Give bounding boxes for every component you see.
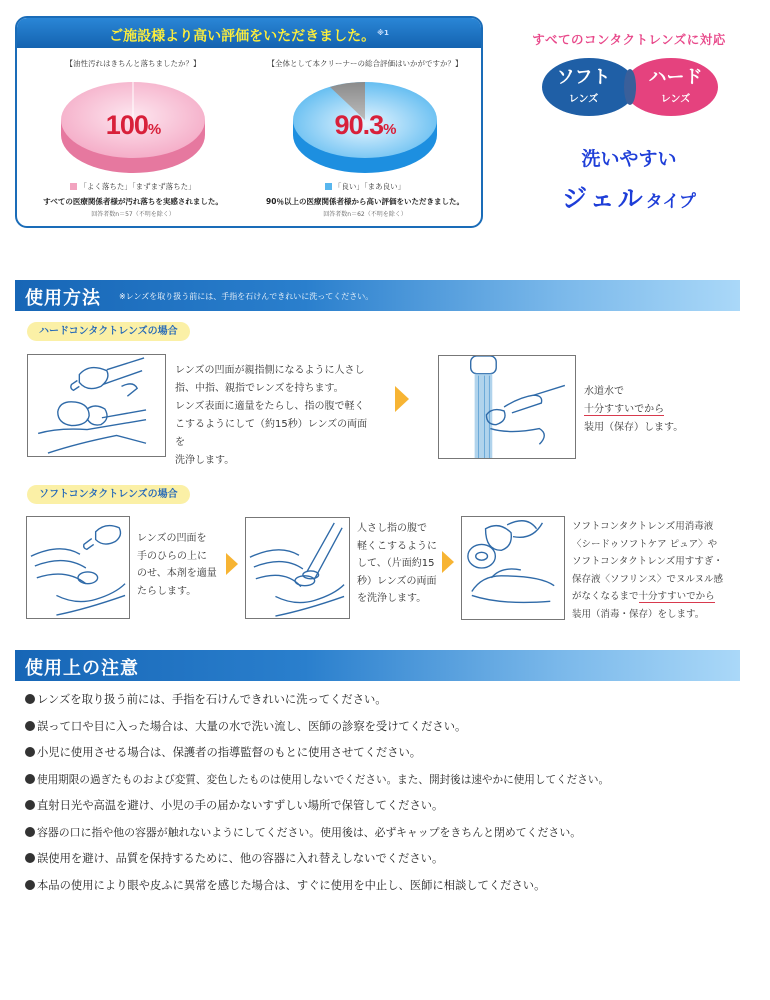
finger-rub-icon: [246, 518, 349, 618]
survey-title: ご施設様より高い評価をいただきました。: [109, 28, 376, 45]
easy-wash-tagline: 洗いやすい: [581, 148, 677, 170]
chart-legend: 「よく落ちた」「まずまず落ちた」: [17, 181, 249, 192]
soft-step1-text: レンズの凹面を 手のひらの上に のせ、本剤を適量 たらします。: [137, 533, 217, 597]
badge-overlap: [624, 69, 636, 105]
precaution-item: 誤って口や目に入った場合は、大量の水で洗い流し、医師の診察を受けてください。: [25, 717, 745, 744]
pie-chart-90: [290, 75, 440, 175]
bullet-icon: [25, 747, 35, 757]
soft-lens-label: ソフトコンタクトレンズの場合: [27, 485, 190, 504]
percent-label: 100%: [105, 110, 161, 140]
palm-bottle-icon: [27, 517, 129, 618]
soft-step3-text: ソフトコンタクトレンズ用消毒液 〈シードゥソフトケア ピュア〉や ソフトコンタクトレンズ用すすぎ・ 保存液〈ソフリンス〉でヌルヌル感 がなくなるまで十分すすいでから 装用（消毒・保存）をします。: [572, 521, 723, 620]
survey-panel: [15, 16, 483, 228]
pie-chart-100: [58, 75, 208, 175]
bullet-icon: [25, 827, 35, 837]
precaution-item: 容器の口に指や他の容器が触れないようにしてください。使用後は、必ずキャップをきちんと閉めてください。: [25, 823, 745, 850]
gel-type-tagline: ジェルタイプ: [562, 184, 696, 213]
chart-legend: 「良い」「まあ良い」: [249, 181, 481, 192]
hard-step1-illustration: [27, 354, 166, 457]
survey-chart-overall: [249, 48, 481, 228]
hard-step2-text: 水道水で 十分すすいでから 装用（保存）します。: [584, 386, 684, 433]
soft-lens-badge: ソフト レンズ: [542, 58, 636, 116]
hands-bottle-icon: [28, 355, 165, 456]
hard-step2-illustration: [438, 355, 576, 459]
bullet-icon: [25, 694, 35, 704]
precaution-item: 小児に使用させる場合は、保護者の指導監督のもとに使用させてください。: [25, 743, 745, 770]
bullet-icon: [25, 800, 35, 810]
percent-label: 90.3%: [334, 110, 396, 140]
precaution-item: レンズを取り扱う前には、手指を石けんできれいに洗ってください。: [25, 690, 745, 717]
footnote-marker: ※1: [377, 29, 389, 37]
usage-subtitle: ※レンズを取り扱う前には、手指を石けんできれいに洗ってください。: [119, 292, 374, 301]
next-arrow-icon: [395, 386, 409, 412]
chart-question: 【油性汚れはきちんと落ちましたか？】: [65, 59, 201, 68]
survey-chart-cleaning: [17, 48, 249, 228]
bullet-icon: [25, 774, 35, 784]
bullet-icon: [25, 880, 35, 890]
chart-question: 【全体として本クリーナーの総合評価はいかがですか？】: [267, 59, 463, 68]
precautions-section-header: [15, 650, 740, 681]
precautions-list: [25, 690, 745, 902]
bullet-icon: [25, 853, 35, 863]
faucet-rinse-icon: [439, 356, 575, 458]
legend-swatch-pink: [70, 183, 77, 190]
bullet-icon: [25, 721, 35, 731]
soft-step1-illustration: [26, 516, 130, 619]
precautions-title: 使用上の注意: [25, 658, 139, 679]
respondent-count: 回答者数n＝62（不明を除く）: [323, 211, 407, 218]
precaution-item: 本品の使用により眼や皮ふに異常を感じた場合は、すぐに使用を中止し、医師に相談してください。: [25, 876, 745, 903]
hard-lens-badge: ハード レンズ: [624, 58, 718, 116]
chart-summary: 90％以上の医療関係者様から高い評価をいただきました。: [266, 197, 464, 206]
precaution-item: 使用期限の過ぎたものおよび変質、変色したものは使用しないでください。また、開封後は速やかに使用してください。: [25, 770, 745, 797]
emphasis-underline: 十分すすいでから: [638, 591, 715, 602]
next-arrow-icon: [226, 553, 238, 575]
usage-section-header: [15, 280, 740, 311]
hard-step1-text: レンズの凹面が親指側になるように人さし 指、中指、親指でレンズを持ちます。 レンズ表面に適量をたらし、指の腹で軽く こするようにして（約15秒）レンズの両面を 洗浄します。: [175, 365, 368, 466]
emphasis-underline: 十分すすいでから: [584, 404, 665, 415]
precaution-item: 直射日光や高温を避け、小児の手の届かないすずしい場所で保管してください。: [25, 796, 745, 823]
precaution-item: 誤使用を避け、品質を保持するために、他の容器に入れ替えしないでください。: [25, 849, 745, 876]
legend-swatch-blue: [325, 183, 332, 190]
rinse-bottle-icon: [462, 517, 564, 619]
hard-lens-label: ハードコンタクトレンズの場合: [27, 322, 190, 341]
lens-type-badges: [542, 58, 717, 116]
soft-step2-illustration: [245, 517, 350, 619]
soft-step3-illustration: [461, 516, 565, 620]
chart-summary: すべての医療関係者様が汚れ落ちを実感されました。: [43, 197, 223, 206]
next-arrow-icon: [442, 551, 454, 573]
survey-header: [17, 18, 481, 48]
respondent-count: 回答者数n＝57（不明を除く）: [91, 211, 175, 218]
soft-step2-text: 人さし指の腹で 軽くこするように して、（片面約15 秒）レンズの両面 を洗浄します。: [357, 523, 437, 604]
compatibility-title: すべてのコンタクトレンズに対応: [532, 32, 726, 47]
usage-title: 使用方法: [25, 288, 101, 309]
compatibility-block: [498, 30, 760, 215]
